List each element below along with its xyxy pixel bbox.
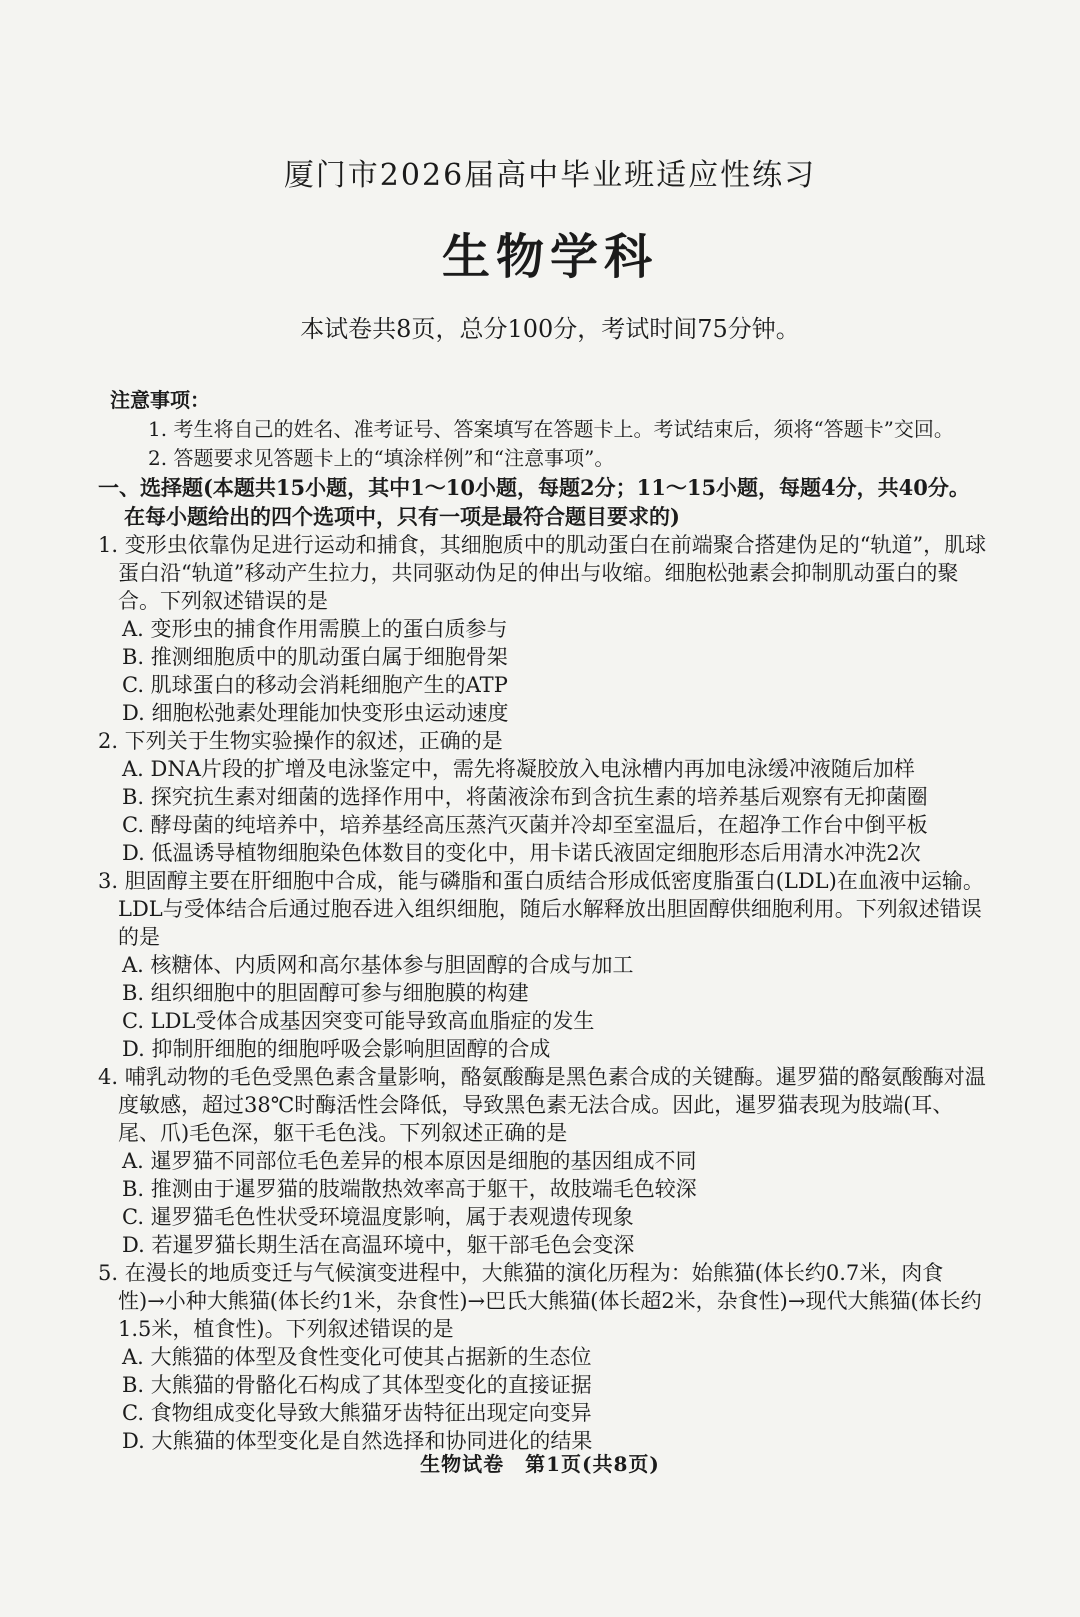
option-a: A. DNA片段的扩增及电泳鉴定中，需先将凝胶放入电泳槽内再加电泳缓冲液随后加样 — [122, 757, 915, 781]
option-b: B. 探究抗生素对细菌的选择作用中，将菌液涂布到含抗生素的培养基后观察有无抑菌圈 — [122, 785, 928, 809]
question-stem: 1. 变形虫依靠伪足进行运动和捕食，其细胞质中的肌动蛋白在前端聚合搭建伪足的“轨道”，肌球蛋白沿“轨道”移动产生拉力，共同驱动伪足的伸出与收缩。细胞松弛素会抑制肌动蛋白的聚合。下列叙述错误的是 — [98, 533, 987, 613]
option-b: B. 组织细胞中的胆固醇可参与细胞膜的构建 — [122, 981, 529, 1005]
question-stem: 2. 下列关于生物实验操作的叙述，正确的是 — [98, 729, 503, 753]
option-d: D. 大熊猫的体型变化是自然选择和协同进化的结果 — [122, 1429, 593, 1453]
option-d: D. 抑制肝细胞的细胞呼吸会影响胆固醇的合成 — [122, 1037, 551, 1061]
exam-meta: 本试卷共8页，总分100分，考试时间75分钟。 — [300, 315, 800, 343]
option-c: C. LDL受体合成基因突变可能导致高血脂症的发生 — [122, 1009, 595, 1033]
question-stem: 4. 哺乳动物的毛色受黑色素含量影响，酪氨酸酶是黑色素合成的关键酶。暹罗猫的酪氨酸酶对温度敏感，超过38℃时酶活性会降低，导致黑色素无法合成。因此，暹罗猫表现为肢端(耳、尾、爪)毛色深，躯干毛色浅。下列叙述正确的是 — [98, 1065, 986, 1145]
option-d: D. 若暹罗猫长期生活在高温环境中，躯干部毛色会变深 — [122, 1233, 635, 1257]
question-1 — [98, 531, 990, 727]
question-5 — [98, 1259, 990, 1455]
option-d: D. 低温诱导植物细胞染色体数目的变化中，用卡诺氏液固定细胞形态后用清水冲洗2次 — [122, 841, 921, 865]
notice-heading: 注意事项： — [110, 388, 210, 412]
option-c: C. 酵母菌的纯培养中，培养基经高压蒸汽灭菌并冷却至室温后，在超净工作台中倒平板 — [122, 813, 928, 837]
option-d: D. 细胞松弛素处理能加快变形虫运动速度 — [122, 701, 509, 725]
question-3 — [98, 867, 990, 1063]
option-a: A. 变形虫的捕食作用需膜上的蛋白质参与 — [122, 617, 508, 641]
option-b: B. 推测由于暹罗猫的肢端散热效率高于躯干，故肢端毛色较深 — [122, 1177, 697, 1201]
section-heading: 一、选择题(本题共15小题，其中1～10小题，每题2分；11～15小题，每题4分，共40分。在每小题给出的四个选项中，只有一项是最符合题目要求的) — [98, 475, 970, 529]
exam-title: 厦门市2026届高中毕业班适应性练习 — [283, 158, 817, 193]
option-a: A. 暹罗猫不同部位毛色差异的根本原因是细胞的基因组成不同 — [122, 1149, 697, 1173]
notice-item: 2. 答题要求见答题卡上的“填涂样例”和“注意事项”。 — [148, 446, 615, 470]
option-c: C. 肌球蛋白的移动会消耗细胞产生的ATP — [122, 673, 508, 697]
notice-item: 1. 考生将自己的姓名、准考证号、答案填写在答题卡上。考试结束后，须将“答题卡”交回。 — [148, 417, 954, 441]
question-stem: 3. 胆固醇主要在肝细胞中合成，能与磷脂和蛋白质结合形成低密度脂蛋白(LDL)在血液中运输。LDL与受体结合后通过胞吞进入组织细胞，随后水解释放出胆固醇供细胞利用。下列叙述错误的是 — [98, 869, 984, 949]
subject-title: 生物学科 — [441, 229, 658, 285]
question-2 — [98, 727, 990, 867]
option-c: C. 暹罗猫毛色性状受环境温度影响，属于表观遗传现象 — [122, 1205, 634, 1229]
option-b: B. 推测细胞质中的肌动蛋白属于细胞骨架 — [122, 645, 508, 669]
option-a: A. 核糖体、内质网和高尔基体参与胆固醇的合成与加工 — [122, 953, 634, 977]
option-b: B. 大熊猫的骨骼化石构成了其体型变化的直接证据 — [122, 1373, 592, 1397]
question-stem: 5. 在漫长的地质变迁与气候演变进程中，大熊猫的演化历程为：始熊猫(体长约0.7米，肉食性)→小种大熊猫(体长约1米，杂食性)→巴氏大熊猫(体长超2米，杂食性)→现代大熊猫(体长约1.5米，植食性)。下列叙述错误的是 — [98, 1261, 982, 1341]
option-a: A. 大熊猫的体型及食性变化可使其占据新的生态位 — [122, 1345, 592, 1369]
question-4 — [98, 1063, 990, 1259]
option-c: C. 食物组成变化导致大熊猫牙齿特征出现定向变异 — [122, 1401, 592, 1425]
page-footer: 生物试卷 第1页(共8页) — [420, 1452, 660, 1476]
